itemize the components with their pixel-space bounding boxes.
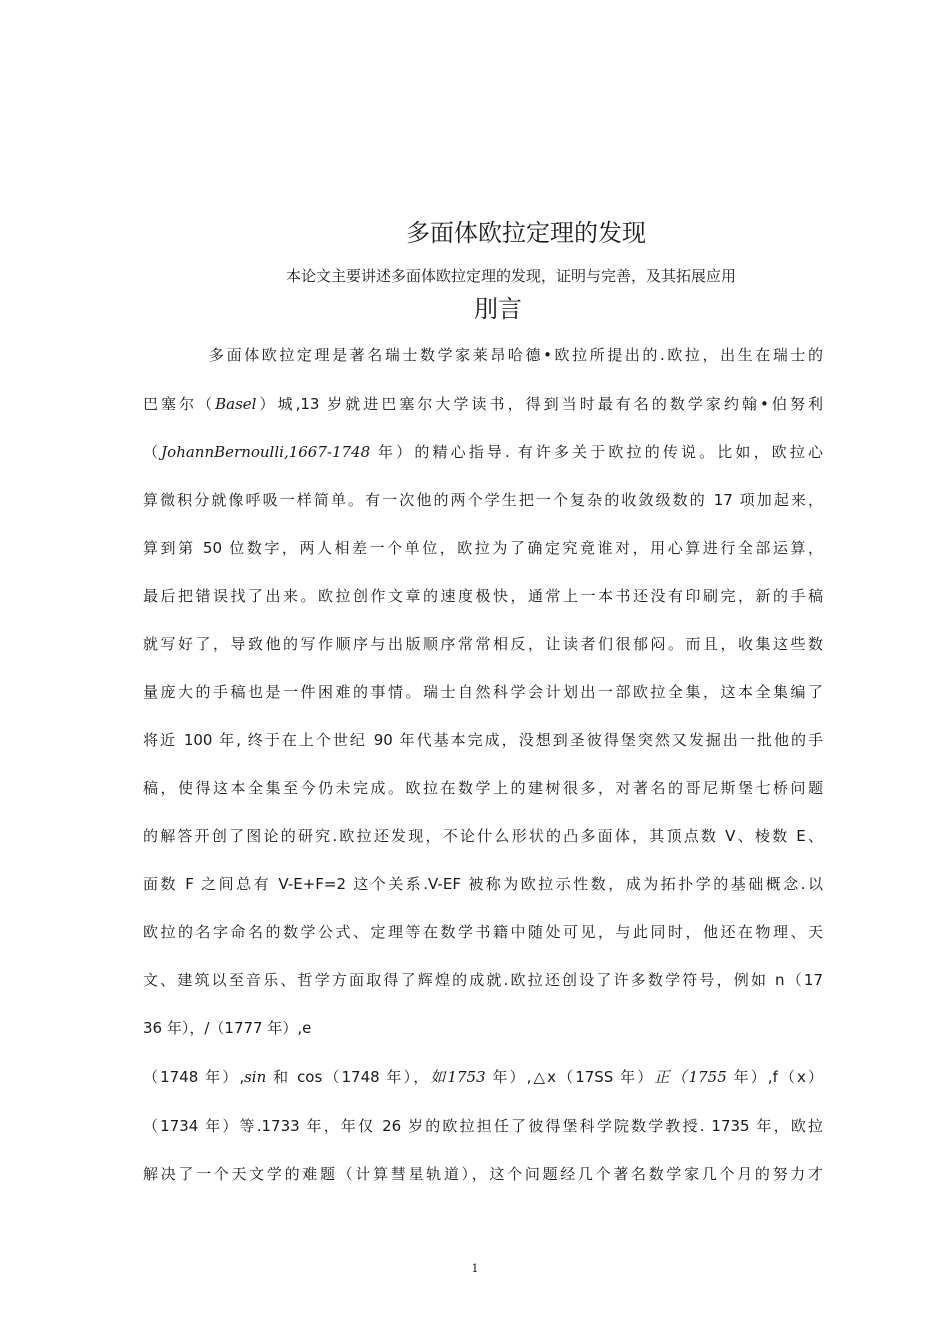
paragraph-line: 巴塞尔（Basel）城,13 岁就进巴塞尔大学读书，得到当时最有名的数学家约翰•伯努利 <box>143 395 823 413</box>
paragraph-line: 36 年），/（1777 年）,e <box>143 1019 312 1037</box>
paragraph-line: 就写好了，导致他的写作顺序与出版顺序常常相反，让读者们很郁闷。而且，收集这些数 <box>143 635 823 653</box>
paragraph-line: 量庞大的手稿也是一件困难的事情。瑞士自然科学会计划出一部欧拉全集，这本全集编了 <box>143 683 823 701</box>
page-number: 1 <box>471 1262 479 1275</box>
paragraph-line: 最后把错误找了出来。欧拉创作文章的速度极快，通常上一本书还没有印刷完，新的手稿 <box>143 587 823 605</box>
paragraph-line: 稿，使得这本全集至今仍未完成。欧拉在数学上的建树很多，对著名的哥尼斯堡七桥问题 <box>143 779 823 797</box>
paragraph-line: （1734 年）等.1733 年，年仅 26 岁的欧拉担任了彼得堡科学院数学教授. 1735 年，欧拉 <box>143 1117 823 1135</box>
document-subtitle: 本论文主要讲述多面体欧拉定理的发现，证明与完善，及其拓展应用 <box>285 267 736 285</box>
paragraph-line: 将近 100 年, 终于在上个世纪 90 年代基本完成，没想到圣彼得堡突然又发掘出一批他的手 <box>143 731 823 749</box>
paragraph-line: （JohannBernoulli,1667-1748 年）的精心指导. 有许多关于欧拉的传说。比如，欧拉心 <box>143 443 823 461</box>
paragraph-line: （1748 年）,sin 和 cos（1748 年），如1753 年）,△x（17SS 年）正（1755 年）,f（x） <box>143 1068 823 1086</box>
paragraph-line: 解决了一个天文学的难题（计算彗星轨道），这个问题经几个著名数学家几个月的努力才 <box>143 1165 823 1183</box>
paragraph-line: 算到第 50 位数字，两人相差一个单位，欧拉为了确定究竟谁对，用心算进行全部运算， <box>143 539 823 557</box>
paragraph-line: 多面体欧拉定理是著名瑞士数学家莱昂哈德•欧拉所提出的.欧拉，出生在瑞士的 <box>209 346 823 364</box>
paragraph-line: 欧拉的名字命名的数学公式、定理等在数学书籍中随处可见，与此同时，他还在物理、天 <box>143 923 823 941</box>
paragraph-line: 面数 F 之间总有 V-E+F=2 这个关系.V-EF 被称为欧拉示性数，成为拓扑学的基础概念.以 <box>143 875 823 893</box>
paragraph-line: 文、建筑以至音乐、哲学方面取得了辉煌的成就.欧拉还创设了许多数学符号，例如 n（17 <box>143 971 823 989</box>
paragraph-line: 的解答开创了图论的研究.欧拉还发现，不论什么形状的凸多面体，其顶点数 V、棱数 E、 <box>143 827 823 845</box>
paragraph-line: 算微积分就像呼吸一样简单。有一次他的两个学生把一个复杂的收敛级数的 17 项加起来， <box>143 491 823 509</box>
section-heading: 刖言 <box>474 295 522 323</box>
document-title: 多面体欧拉定理的发现 <box>406 219 646 247</box>
